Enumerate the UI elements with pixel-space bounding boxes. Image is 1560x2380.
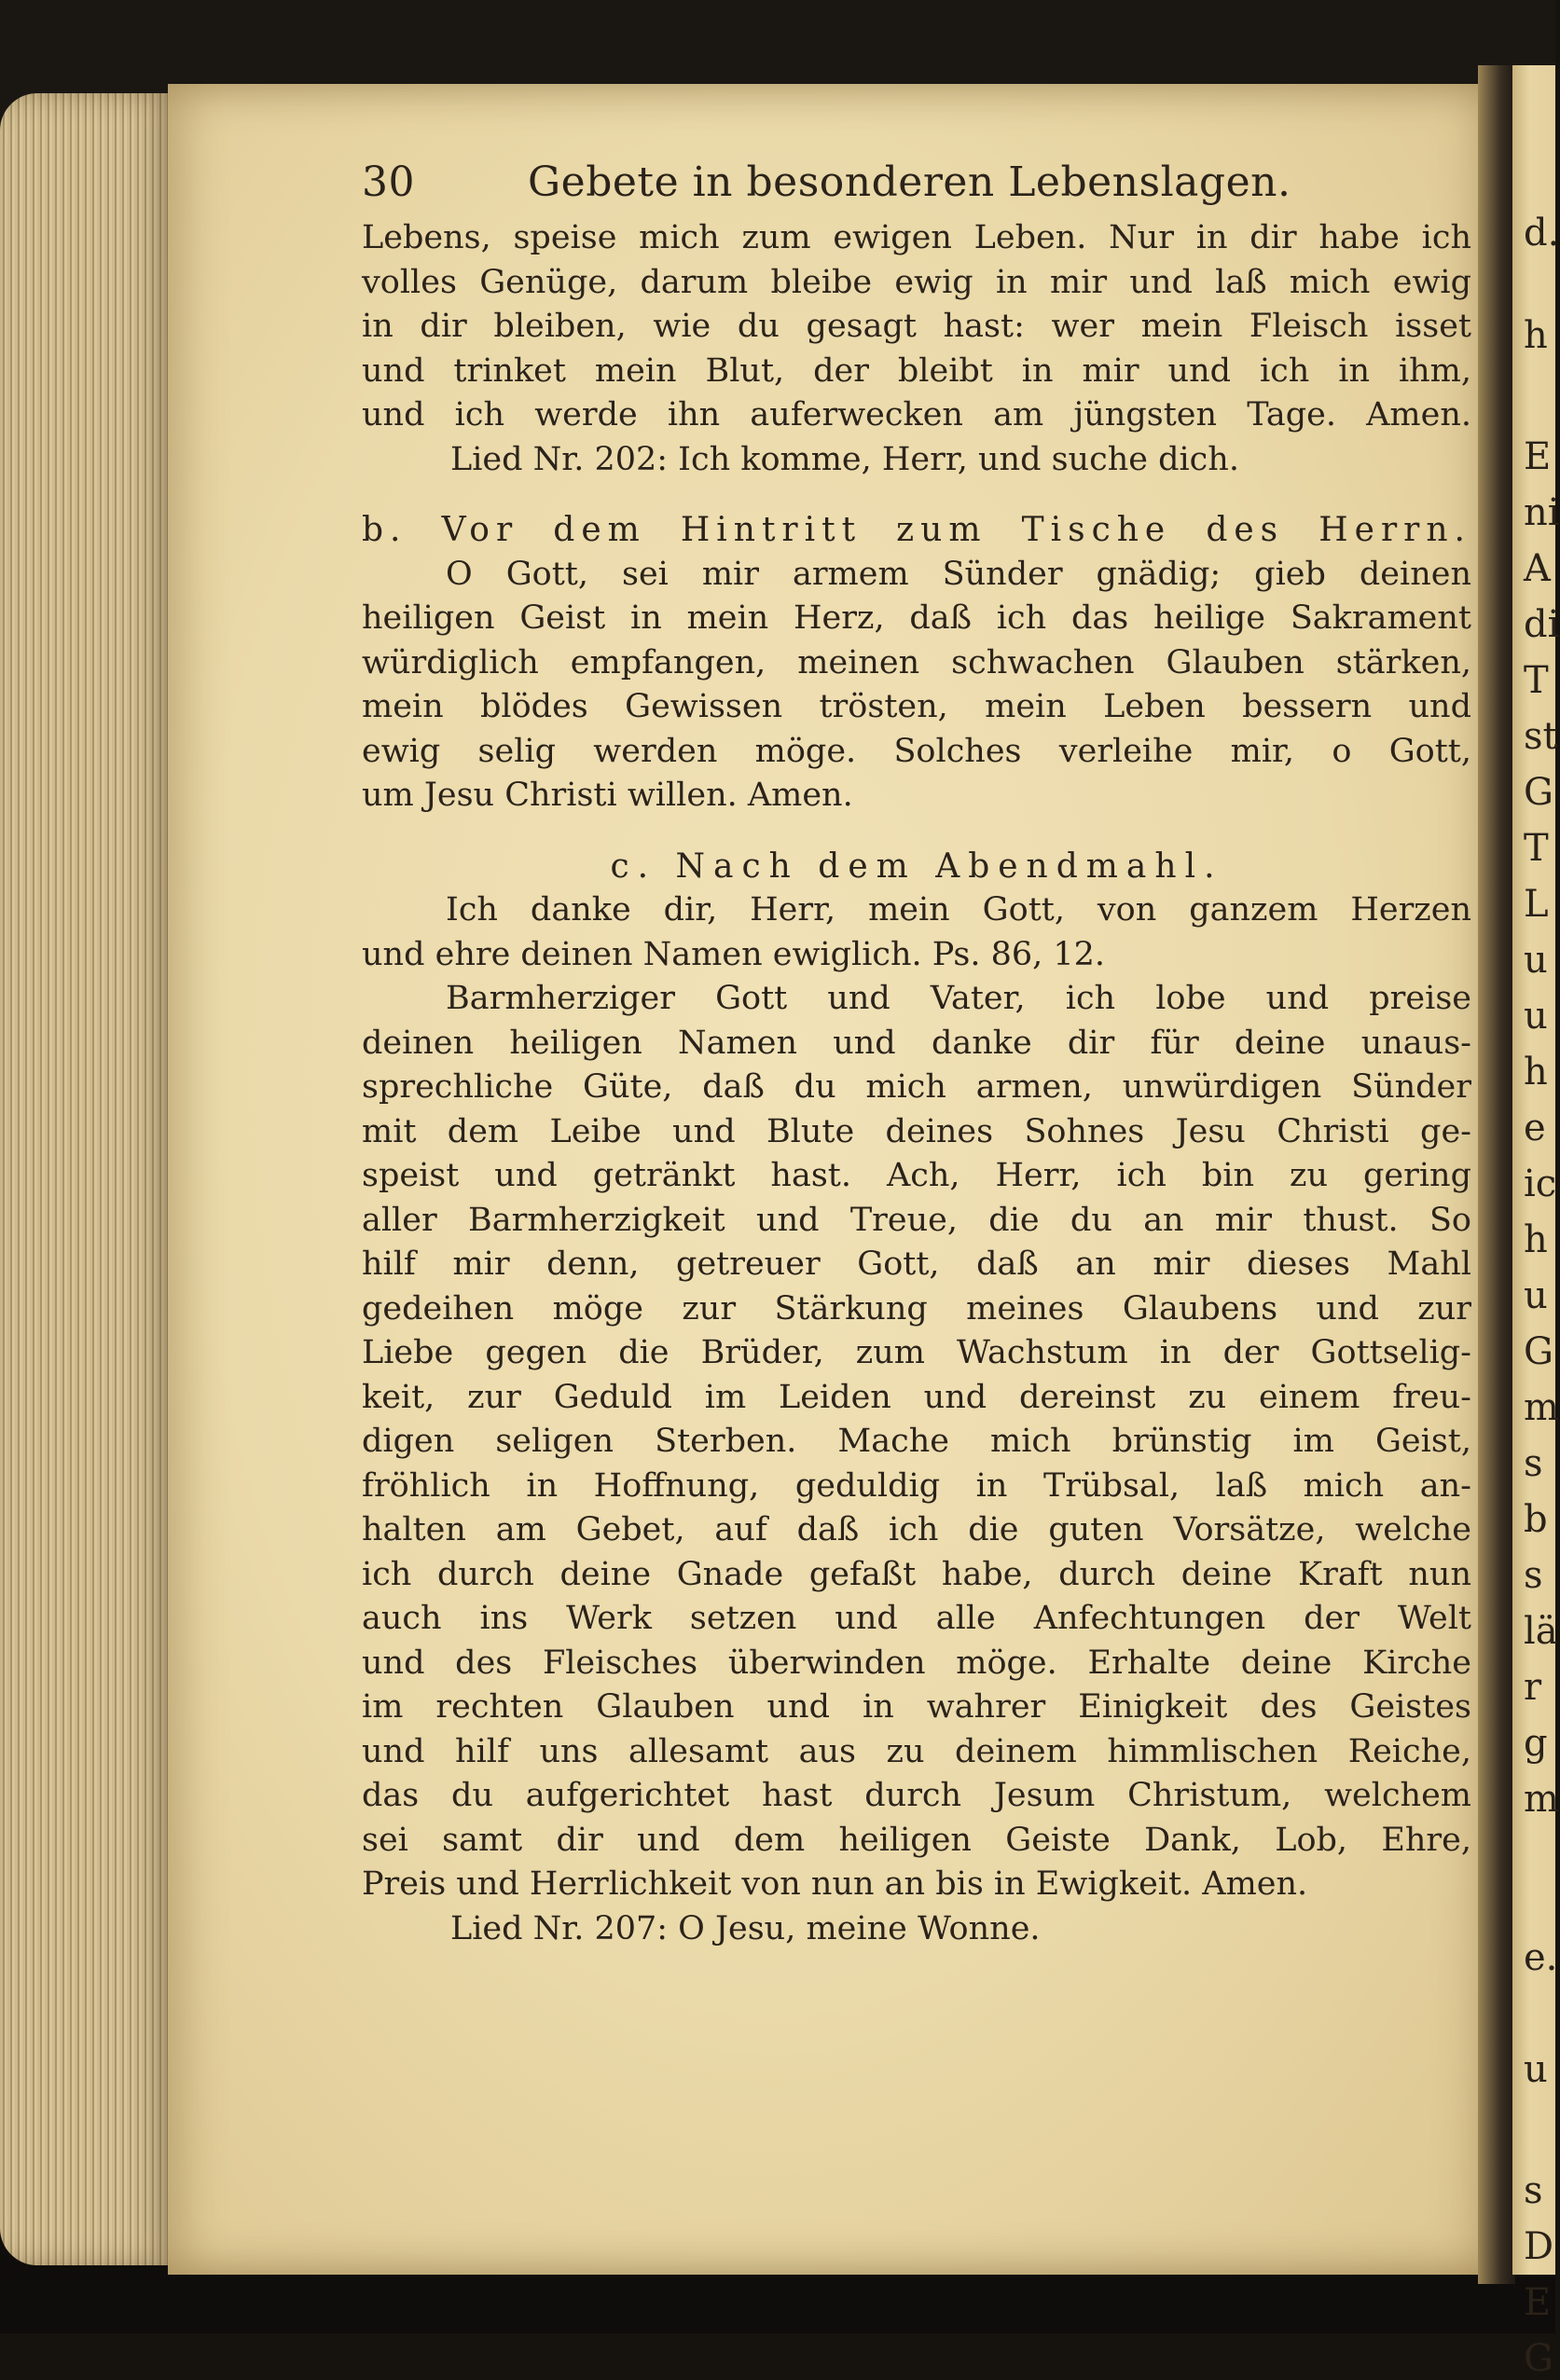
text-line: aller Barmherzigkeit und Treue, die du an mir thust. So — [362, 1201, 1471, 1239]
section-a-end — [362, 216, 1471, 482]
facing-page-fragment: e — [1524, 1107, 1546, 1149]
facing-page-fragment: h — [1524, 1218, 1548, 1261]
text-line: und hilf uns allesamt aus zu deinem himmlischen Reiche, — [362, 1732, 1471, 1770]
text-line: fröhlich in Hoffnung, geduldig in Trübsal, laß mich an- — [362, 1466, 1471, 1505]
text-line: Ich danke dir, Herr, mein Gott, von ganzem Herzen — [446, 891, 1471, 929]
text-line: in dir bleiben, wie du gesagt hast: wer mein Fleisch isset — [362, 308, 1471, 345]
facing-page-fragment: G — [1524, 2337, 1553, 2380]
text-line: und des Fleisches überwinden möge. Erhalte deine Kirche — [362, 1644, 1471, 1682]
text-line: Liebe gegen die Brüder, zum Wachstum in der Gottselig- — [362, 1334, 1471, 1371]
text-line: O Gott, sei mir armem Sünder gnädig; gieb deinen — [446, 555, 1471, 593]
facing-page-edge — [1512, 65, 1560, 2380]
text-line: würdiglich empfangen, meinen schwachen Glauben stärken, — [362, 643, 1471, 681]
page-text — [362, 158, 1471, 1951]
text-line: und trinket mein Blut, der bleibt in mir und ich in ihm, — [362, 351, 1471, 390]
facing-page-fragment: s — [1524, 2169, 1543, 2212]
page-number: 30 — [362, 158, 415, 206]
facing-page-fragment: st — [1524, 715, 1558, 758]
text-line: um Jesu Christi willen. Amen. — [362, 777, 853, 814]
facing-page-fragment: e. — [1524, 1936, 1558, 1979]
facing-page-fragment: s — [1524, 1554, 1543, 1597]
text-line: sei samt dir und dem heiligen Geiste Dank, Lob, Ehre, — [362, 1821, 1471, 1859]
facing-page-fragment: d. — [1524, 212, 1560, 255]
facing-page-fragment: D — [1524, 2225, 1554, 2268]
facing-page-fragment: ni — [1524, 491, 1560, 534]
text-line: ich durch deine Gnade gefaßt habe, durch deine Kraft nun — [362, 1555, 1471, 1593]
text-line: ewig selig werden möge. Solches verleihe mir, o Gott, — [362, 732, 1471, 770]
facing-page-fragment: A — [1524, 547, 1551, 590]
text-line: speist und getränkt hast. Ach, Herr, ich bin zu gering — [362, 1157, 1471, 1194]
facing-page-fragment: T — [1524, 659, 1549, 702]
text-line: deinen heiligen Namen und danke dir für deine unaus- — [362, 1024, 1471, 1062]
facing-page-fragment: u — [1524, 1274, 1548, 1317]
facing-page-fragment: G — [1524, 1330, 1553, 1373]
facing-page-fragment: r — [1524, 1666, 1542, 1709]
text-line: das du aufgerichtet hast durch Jesum Christum, welchem — [362, 1777, 1471, 1814]
facing-page-fragment: E — [1524, 2281, 1552, 2324]
text-line: hilf mir denn, getreuer Gott, daß an mir dieses Mahl — [362, 1245, 1471, 1283]
section-heading: c. Nach dem Abendmahl. — [610, 846, 1223, 886]
text-line: auch ins Werk setzen und alle Anfechtungen der Welt — [362, 1600, 1471, 1637]
facing-page-fragment: s — [1524, 1442, 1543, 1485]
text-line: halten am Gebet, auf daß ich die guten Vorsätze, welche — [362, 1511, 1471, 1548]
text-line: und ich werde ihn auferwecken am jüngsten Tage. Amen. — [362, 396, 1471, 433]
section-b — [362, 508, 1471, 819]
running-head — [362, 158, 1471, 216]
facing-page-fragment: u — [1524, 2048, 1548, 2091]
facing-page-fragment: lä — [1524, 1610, 1558, 1653]
section-heading: b. Vor dem Hintritt zum Tische des Herrn. — [362, 511, 1471, 549]
book-gutter — [1478, 65, 1515, 2284]
facing-page-fragment: di — [1524, 603, 1560, 646]
text-line: volles Genüge, darum bleibe ewig in mir und laß mich ewig — [362, 263, 1471, 301]
text-line: im rechten Glauben und in wahrer Einigkeit des Geistes — [362, 1688, 1471, 1726]
facing-page-fragment: g — [1524, 1722, 1548, 1765]
text-line: mein blödes Gewissen trösten, mein Leben bessern und — [362, 688, 1471, 725]
facing-page-fragment: m — [1524, 1386, 1559, 1429]
text-line: heiligen Geist in mein Herz, daß ich das heilige Sakrament — [362, 599, 1471, 637]
text-line: sprechliche Güte, daß du mich armen, unwürdigen Sünder — [362, 1068, 1471, 1106]
facing-page-fragment: u — [1524, 995, 1548, 1038]
text-line: Preis und Herrlichkeit von nun an bis in Ewigkeit. Amen. — [362, 1865, 1308, 1903]
section-c — [362, 845, 1471, 1952]
hymn-reference: Lied Nr. 207: O Jesu, meine Wonne. — [450, 1909, 1041, 1947]
book-page-edges — [0, 93, 177, 2265]
facing-page-fragment: h — [1524, 1051, 1548, 1094]
text-line: und ehre deinen Namen ewiglich. Ps. 86, 12. — [362, 935, 1106, 973]
text-line: digen seligen Sterben. Mache mich brünstig im Geist, — [362, 1423, 1471, 1460]
running-head-title: Gebete in besonderen Lebenslagen. — [528, 158, 1291, 206]
facing-page-fragment: L — [1524, 883, 1549, 926]
text-line: keit, zur Geduld im Leiden und dereinst zu einem freu- — [362, 1378, 1471, 1416]
facing-page-fragment: u — [1524, 939, 1548, 982]
facing-page-fragment: ic — [1524, 1162, 1557, 1205]
facing-page-fragment: m — [1524, 1778, 1559, 1821]
facing-page-fragment: h — [1524, 314, 1548, 357]
text-line: Lebens, speise mich zum ewigen Leben. Nur in dir habe ich — [362, 219, 1471, 256]
facing-page-fragment: E — [1524, 435, 1552, 478]
facing-page-fragment: b — [1524, 1498, 1548, 1541]
facing-page-fragment: T — [1524, 827, 1549, 870]
text-line: gedeihen möge zur Stärkung meines Glaubens und zur — [362, 1289, 1471, 1328]
facing-page-fragment: G — [1524, 771, 1553, 814]
text-line: Barmherziger Gott und Vater, ich lobe und preise — [446, 980, 1471, 1017]
text-line: mit dem Leibe und Blute deines Sohnes Jesu Christi ge- — [362, 1112, 1471, 1150]
hymn-reference: Lied Nr. 202: Ich komme, Herr, und suche dich. — [450, 440, 1239, 478]
